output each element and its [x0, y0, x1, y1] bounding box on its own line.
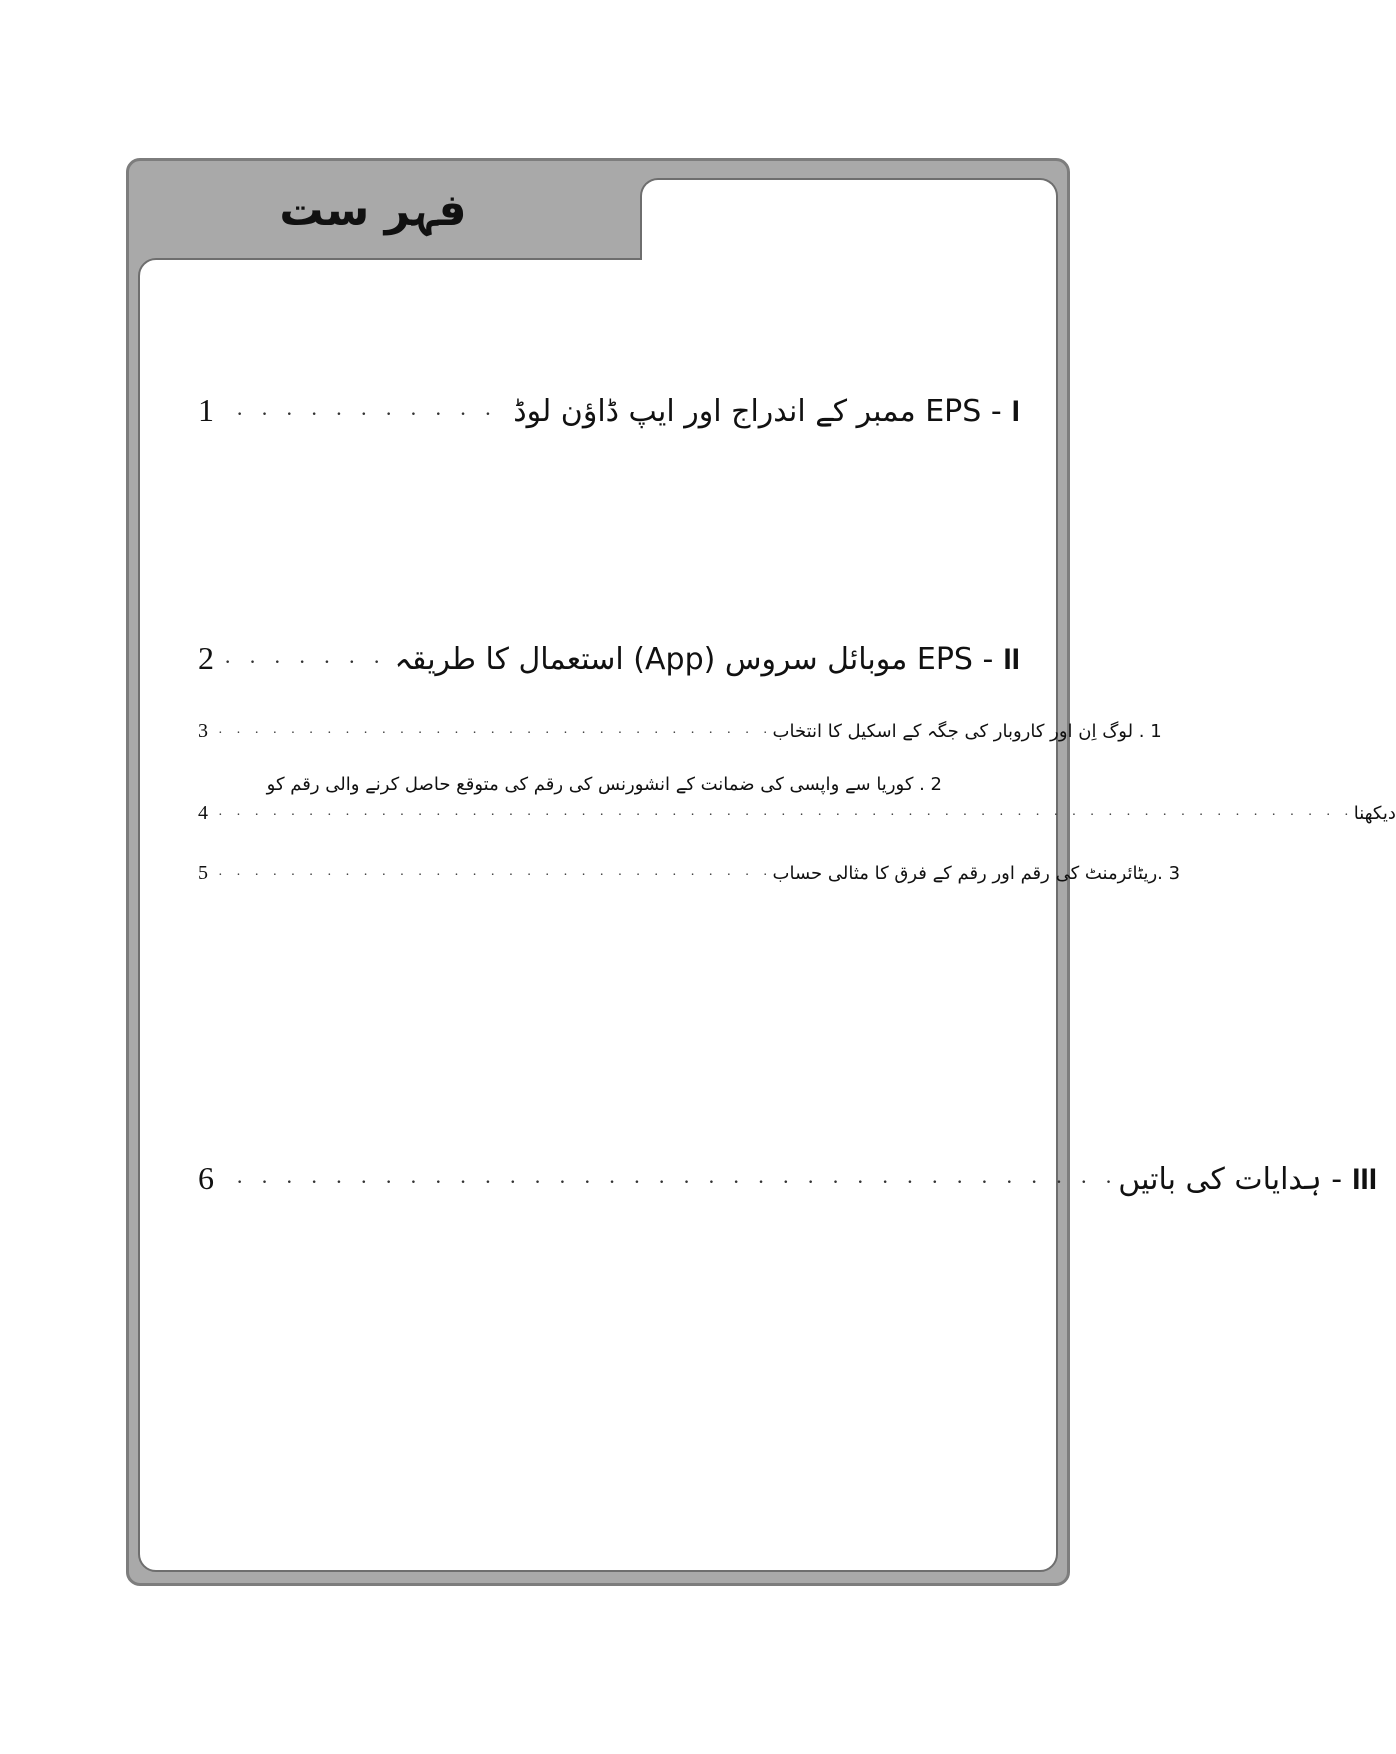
toc-page-number: 4 — [198, 802, 208, 824]
page-title: فہر ست — [279, 185, 467, 236]
toc-leader-dots: · · · · · · · · · · · · · · · · · · · · · · · · · · · · · · · — [218, 868, 773, 883]
toc-section-title: - EPS موبائل سروس (App) استعمال کا طریقہ — [394, 642, 994, 677]
toc-page-number: 2 — [198, 640, 214, 676]
toc-roman-numeral: I — [1011, 395, 1020, 428]
toc-page-number: 1 — [198, 392, 214, 428]
toc-item-title-continued: دیکھنا — [1353, 803, 1396, 824]
content-panel — [138, 258, 1058, 1572]
toc-page-number: 5 — [198, 862, 208, 884]
toc-leader-dots: · · · · · · · · · · · · · · · · · · · · · · · · · · · · · · · — [218, 726, 773, 741]
toc-roman-numeral: III — [1352, 1163, 1378, 1196]
toc-leader-dots: · · · · · · · · · · · · · · · · · · · · · · · · · · · · · · · · · · · · — [236, 1169, 1119, 1194]
toc-item-2-1[interactable] — [198, 720, 1162, 743]
tab-merge — [642, 250, 1056, 330]
toc-leader-dots: · · · · · · · · · · · · · · · · · · · · · · · · · · · · · · · · · · · · · · · · · · · · · · · · · · · · · · · · · · · · · · · — [218, 808, 1354, 823]
toc-leader-dots: · · · · · · · — [224, 649, 387, 674]
toc-item-title: 3 .ریٹائرمنٹ کی رقم اور رقم کے فرق کا مثالی حساب — [772, 863, 1181, 884]
toc-item-2-2-line1[interactable]: 2 . کوریا سے واپسی کی ضمانت کے انشورنس کی رقم کی متوقع حاصل کرنے والی رقم کو — [266, 774, 942, 795]
toc-section-3[interactable] — [198, 1160, 1378, 1197]
toc-section-title: - EPS ممبر کے اندراج اور ایپ ڈاؤن لوڈ — [513, 394, 1002, 429]
toc-section-1[interactable] — [198, 392, 1020, 429]
toc-page-number: 3 — [198, 720, 208, 742]
toc-item-2-2[interactable] — [198, 802, 1396, 825]
toc-item-title: 1 . لوگ اِن اور کاروبار کی جگہ کے اسکیل کا انتخاب — [772, 721, 1162, 742]
toc-item-2-3[interactable] — [198, 862, 1181, 885]
toc-leader-dots: · · · · · · · · · · · — [236, 401, 498, 426]
toc-roman-numeral: II — [1003, 643, 1020, 676]
toc-section-title: - ہدایات کی باتیں — [1118, 1162, 1343, 1197]
toc-page-number: 6 — [198, 1160, 214, 1196]
toc-section-2[interactable] — [198, 640, 1020, 677]
